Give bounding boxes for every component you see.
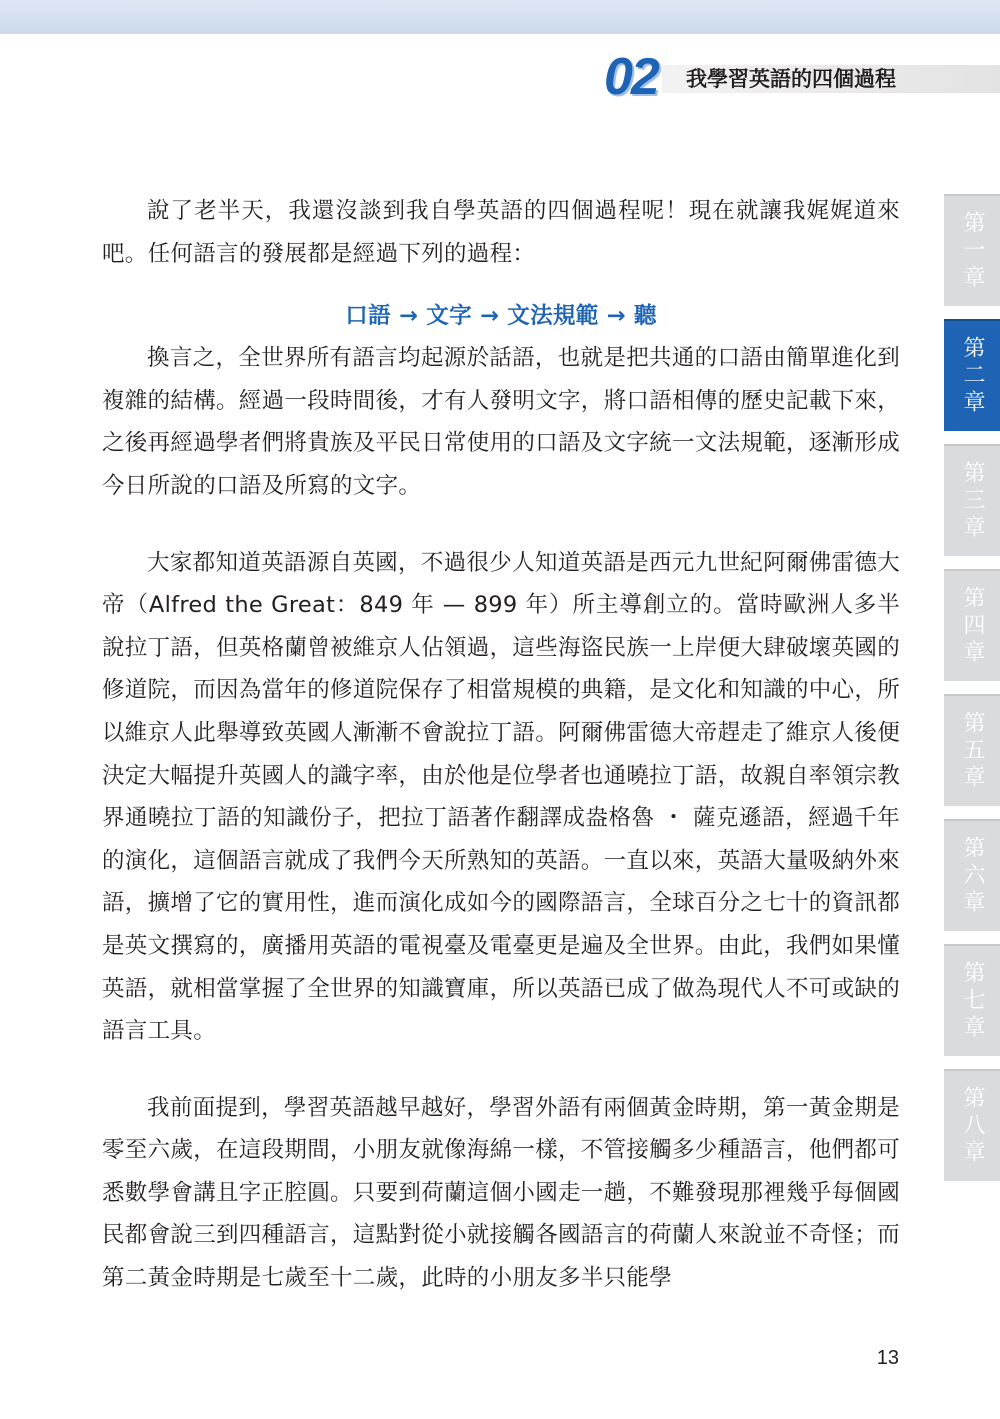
tab-label: 第八章 [960,1085,985,1167]
chapter-tabs [944,194,1000,1194]
tab-label: 第四章 [960,585,985,667]
tab-label: 第一章 [960,210,985,292]
tab-chapter-3[interactable] [944,444,1000,556]
tab-chapter-6[interactable] [944,819,1000,931]
paragraph-english-history: 大家都知道英語源自英國，不過很少人知道英語是西元九世紀阿爾佛雷德大帝（Alfred the Great：849 年 — 899 年）所主導創立的。當時歐洲人多半說拉丁語，但英格蘭曾被維京人佔領過，這些海盜民族一上岸便大肆破壞英國的修道院，而因為當年的修道院保存了相當規模的典籍，是文化和知識的中心，所以維京人此舉導致英國人漸漸不會說拉丁語。阿爾佛雷德大帝趕走了維京人後便決定大幅提升英國人的識字率，由於他是位學者也通曉拉丁語，故親自率領宗教界通曉拉丁語的知識份子，把拉丁語著作翻譯成盎格魯 ・ 薩克遜語，經過千年的演化，這個語言就成了我們今天所熟知的英語。一直以來，英語大量吸納外來語，擴增了它的實用性，進而演化成如今的國際語言，全球百分之七十的資訊都是英文撰寫的，廣播用英語的電視臺及電臺更是遍及全世界。由此，我們如果懂英語，就相當掌握了全世界的知識寶庫，所以英語已成了做為現代人不可或缺的語言工具。 [102,549,901,1045]
top-band [0,0,1000,34]
tab-chapter-8[interactable] [944,1069,1000,1181]
tab-label: 第七章 [960,960,985,1042]
tab-chapter-1[interactable] [944,194,1000,306]
tab-label: 第二章 [960,335,985,417]
tab-chapter-7[interactable] [944,944,1000,1056]
tab-label: 第三章 [960,460,985,542]
tab-chapter-5[interactable] [944,694,1000,806]
tab-chapter-4[interactable] [944,569,1000,681]
paragraph-golden-periods: 我前面提到，學習英語越早越好，學習外語有兩個黃金時期，第一黃金期是零至六歲，在這段期間，小朋友就像海綿一樣，不管接觸多少種語言，他們都可悉數學會講且字正腔圓。只要到荷蘭這個小國走一趟，不難發現那裡幾乎每個國民都會說三到四種語言，這點對從小就接觸各國語言的荷蘭人來說並不奇怪；而第二黃金時期是七歲至十二歲，此時的小朋友多半只能學 [102,1094,901,1292]
paragraph-evolution: 換言之，全世界所有語言均起源於話語，也就是把共通的口語由簡單進化到複雜的結構。經過一段時間後，才有人發明文字，將口語相傳的歷史記載下來，之後再經過學者們將貴族及平民日常使用的口語及文字統一文法規範，逐漸形成今日所說的口語及所寫的文字。 [102,345,901,499]
paragraph-intro: 說了老半天，我還沒談到我自學英語的四個過程呢！現在就讓我娓娓道來吧。任何語言的發展都是經過下列的過程： [102,198,900,267]
page-number: 13 [876,1347,899,1369]
tab-label: 第五章 [960,710,985,792]
chapter-title: 我學習英語的四個過程 [686,67,896,91]
chapter-header [604,48,1000,106]
chapter-number: 02 [604,48,658,106]
tab-label: 第六章 [960,835,985,917]
main-text [102,190,900,1300]
language-process-formula: 口語 → 文字 → 文法規範 → 聽 [345,303,657,330]
tab-chapter-2[interactable] [944,319,1000,431]
